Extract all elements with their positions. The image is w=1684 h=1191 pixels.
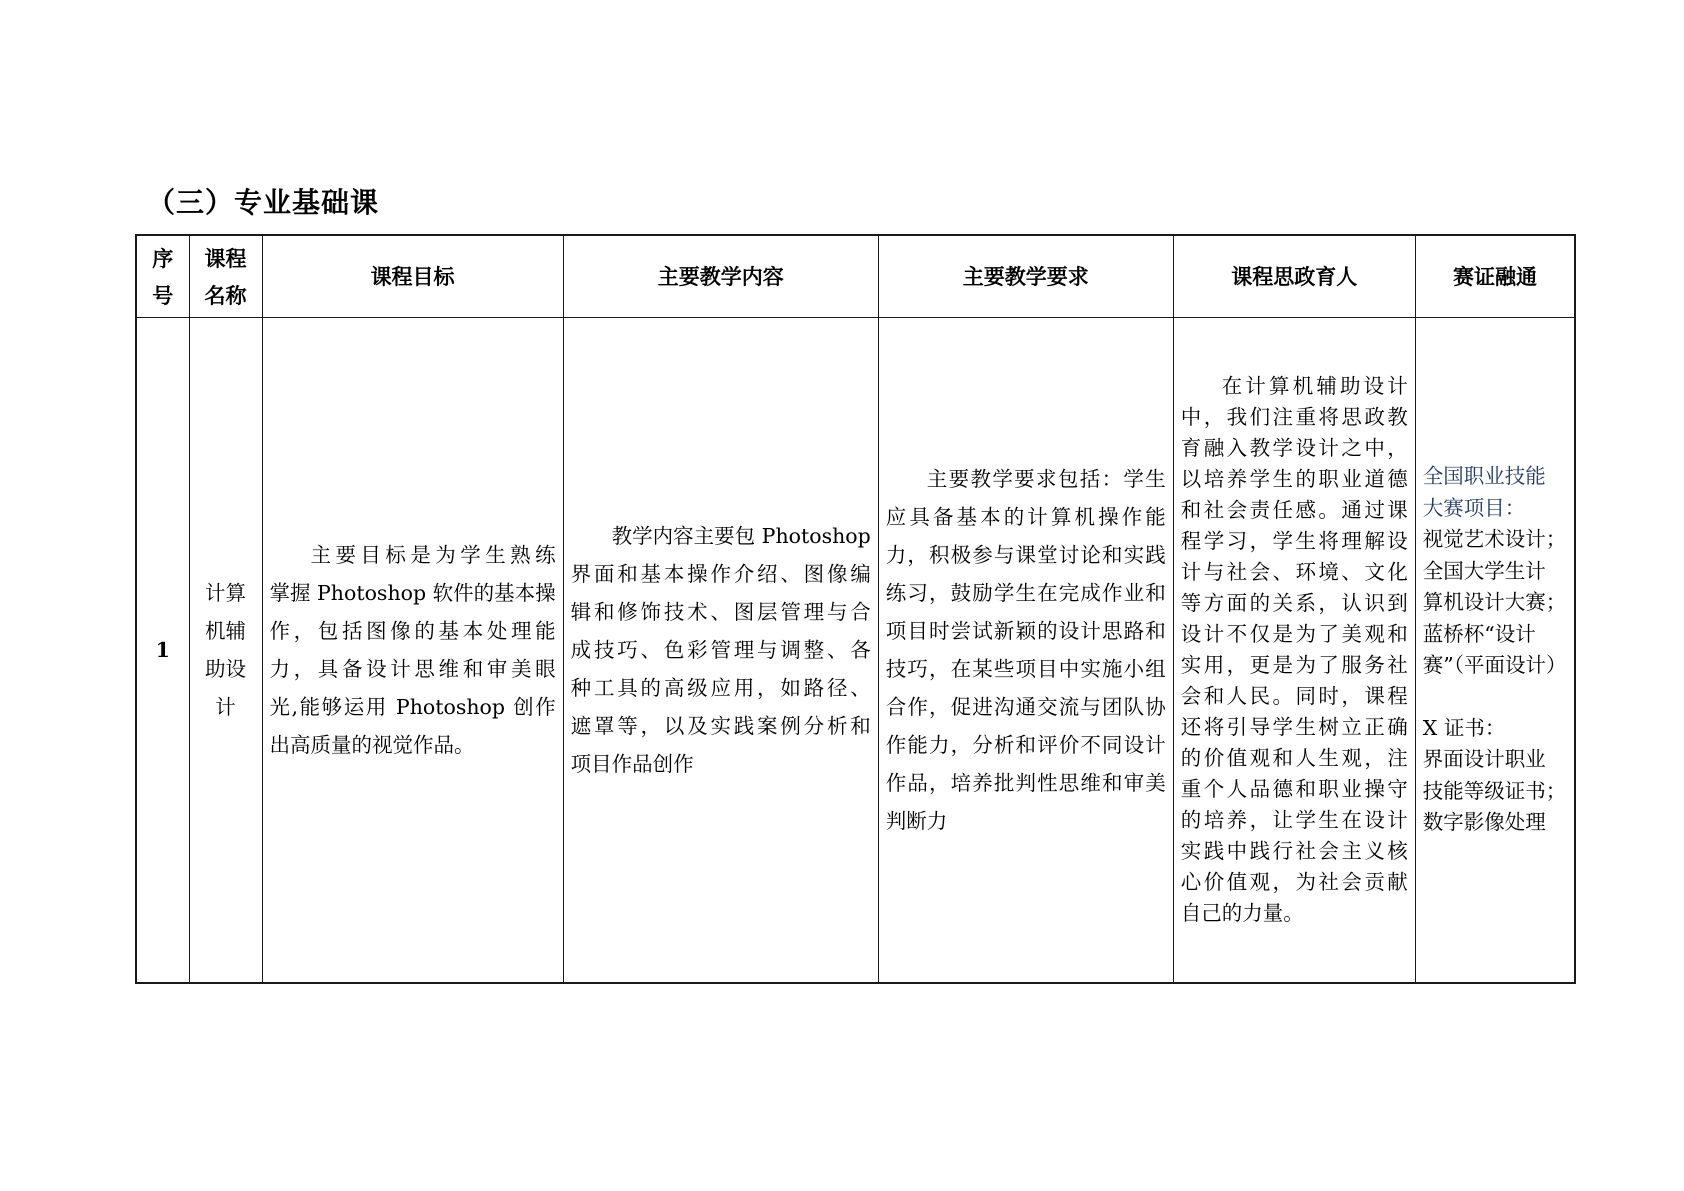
text-line: 自己的力量。 <box>1180 901 1304 925</box>
text-line: 界面设计职业 <box>1422 747 1546 772</box>
text-line: 合作，促进沟通交流与团队协 <box>885 695 1166 719</box>
text-line: 等方面的关系，认识到 <box>1180 591 1408 615</box>
header-competition <box>1415 235 1575 318</box>
text-line: 机辅 <box>205 619 246 643</box>
x-certificate-list <box>1423 713 1568 839</box>
header-no <box>136 235 189 318</box>
text-line: 种工具的高级应用，如路径、 <box>570 676 871 700</box>
text-line: 心价值观，为社会贡献 <box>1180 870 1408 894</box>
text-line: 课程思政育人 <box>1231 264 1358 289</box>
text-line: 主要教学要求包括：学生 <box>926 467 1166 491</box>
text-line: 赛”（平面设计） <box>1422 653 1567 678</box>
text-line: 会和人民。同时，课程 <box>1180 684 1408 708</box>
text-line: 赛证融通 <box>1453 264 1538 289</box>
spacer <box>1423 682 1568 713</box>
cell-no: 1 <box>136 318 189 984</box>
header-course-name <box>189 235 262 318</box>
text-line: 育融入教学设计之中， <box>1180 436 1408 460</box>
text-line: X 证书： <box>1422 715 1506 740</box>
competition-project-list <box>1423 524 1568 682</box>
cell-content <box>563 318 878 984</box>
text-line: 技能等级证书； <box>1422 778 1567 803</box>
cell-objective <box>262 318 563 984</box>
text-line: 掌握 Photoshop 软件的基本操 <box>269 581 556 605</box>
text-line: 出高质量的视觉作品。 <box>269 733 475 757</box>
text-line: 全国职业技能 <box>1422 464 1546 489</box>
text-line: 程学习，学生将理解设 <box>1180 529 1408 553</box>
text-line: 遮罩等，以及实践案例分析和 <box>570 714 871 738</box>
text-line: 重个人品德和职业操守 <box>1180 777 1408 801</box>
text-line: 项目时尝试新颖的设计思路和 <box>885 619 1166 643</box>
header-ideology <box>1173 235 1415 318</box>
text-line: 在计算机辅助设计 <box>1221 374 1408 398</box>
text-line: 算机设计大赛； <box>1422 590 1567 615</box>
cell-course-name <box>189 318 262 984</box>
text-line: 练习，鼓励学生在完成作业和 <box>885 581 1166 605</box>
text-line: 作能力，分析和评价不同设计 <box>885 733 1166 757</box>
competition-project-links <box>1423 461 1568 524</box>
text-line: 的培养，让学生在设计 <box>1180 808 1408 832</box>
text-line: 力，具备设计思维和审美眼 <box>269 657 556 681</box>
cell-competition-certification <box>1415 318 1575 984</box>
text-line: 数字影像处理 <box>1422 810 1546 835</box>
text-line: 项目作品创作 <box>570 752 694 776</box>
text-line: 视觉艺术设计； <box>1422 527 1567 552</box>
header-objective <box>262 235 563 318</box>
text-line: 界面和基本操作介绍、图像编 <box>570 562 871 586</box>
text-line: 力，积极参与课堂讨论和实践 <box>885 543 1166 567</box>
text-line: 号 <box>152 282 174 308</box>
text-line: 课程目标 <box>370 264 455 289</box>
text-line: 辑和修饰技术、图层管理与合 <box>570 600 871 624</box>
text-line: 计 <box>215 695 236 719</box>
courses-table <box>135 234 1576 984</box>
text-line: 课程 <box>204 245 247 271</box>
table-row <box>136 318 1575 984</box>
text-line: 还将引导学生树立正确 <box>1180 715 1408 739</box>
text-line: 技巧，在某些项目中实施小组 <box>885 657 1166 681</box>
text-line: 计算 <box>205 581 246 605</box>
text-line: 主要目标是为学生熟练 <box>310 543 556 567</box>
text-line: 作品，培养批判性思维和审美 <box>885 771 1166 795</box>
text-line: 中，我们注重将思政教 <box>1180 405 1408 429</box>
header-row <box>136 235 1575 318</box>
text-line: 大赛项目： <box>1422 495 1526 520</box>
text-line: 和社会责任感。通过课 <box>1180 498 1408 522</box>
text-line: 实践中践行社会主义核 <box>1180 839 1408 863</box>
text-line: 计与社会、环境、文化 <box>1180 560 1408 584</box>
text-line: 助设 <box>205 657 246 681</box>
cell-ideology <box>1173 318 1415 984</box>
text-line: 蓝桥杯“设计 <box>1422 621 1536 646</box>
text-line: 教学内容主要包 Photoshop <box>611 524 871 548</box>
header-requirements <box>878 235 1173 318</box>
text-line: 成技巧、色彩管理与调整、各 <box>570 638 871 662</box>
text-line: 主要教学要求 <box>962 264 1089 289</box>
text-line: 主要教学内容 <box>657 264 784 289</box>
text-line: 序 <box>152 245 174 271</box>
text-line: 光,能够运用 Photoshop 创作 <box>269 695 556 719</box>
text-line: 实用，更是为了服务社 <box>1180 653 1408 677</box>
text-line: 作，包括图像的基本处理能 <box>269 619 556 643</box>
text-line: 名称 <box>204 282 247 308</box>
text-line: 设计不仅是为了美观和 <box>1180 622 1408 646</box>
text-line: 全国大学生计 <box>1422 558 1546 583</box>
text-line: 以培养学生的职业道德 <box>1180 467 1408 491</box>
header-content <box>563 235 878 318</box>
text-line: 的价值观和人生观，注 <box>1180 746 1408 770</box>
section-heading: （三）专业基础课 <box>147 186 380 219</box>
text-line: 应具备基本的计算机操作能 <box>885 505 1166 529</box>
cell-requirements <box>878 318 1173 984</box>
text-line: 判断力 <box>885 809 948 833</box>
